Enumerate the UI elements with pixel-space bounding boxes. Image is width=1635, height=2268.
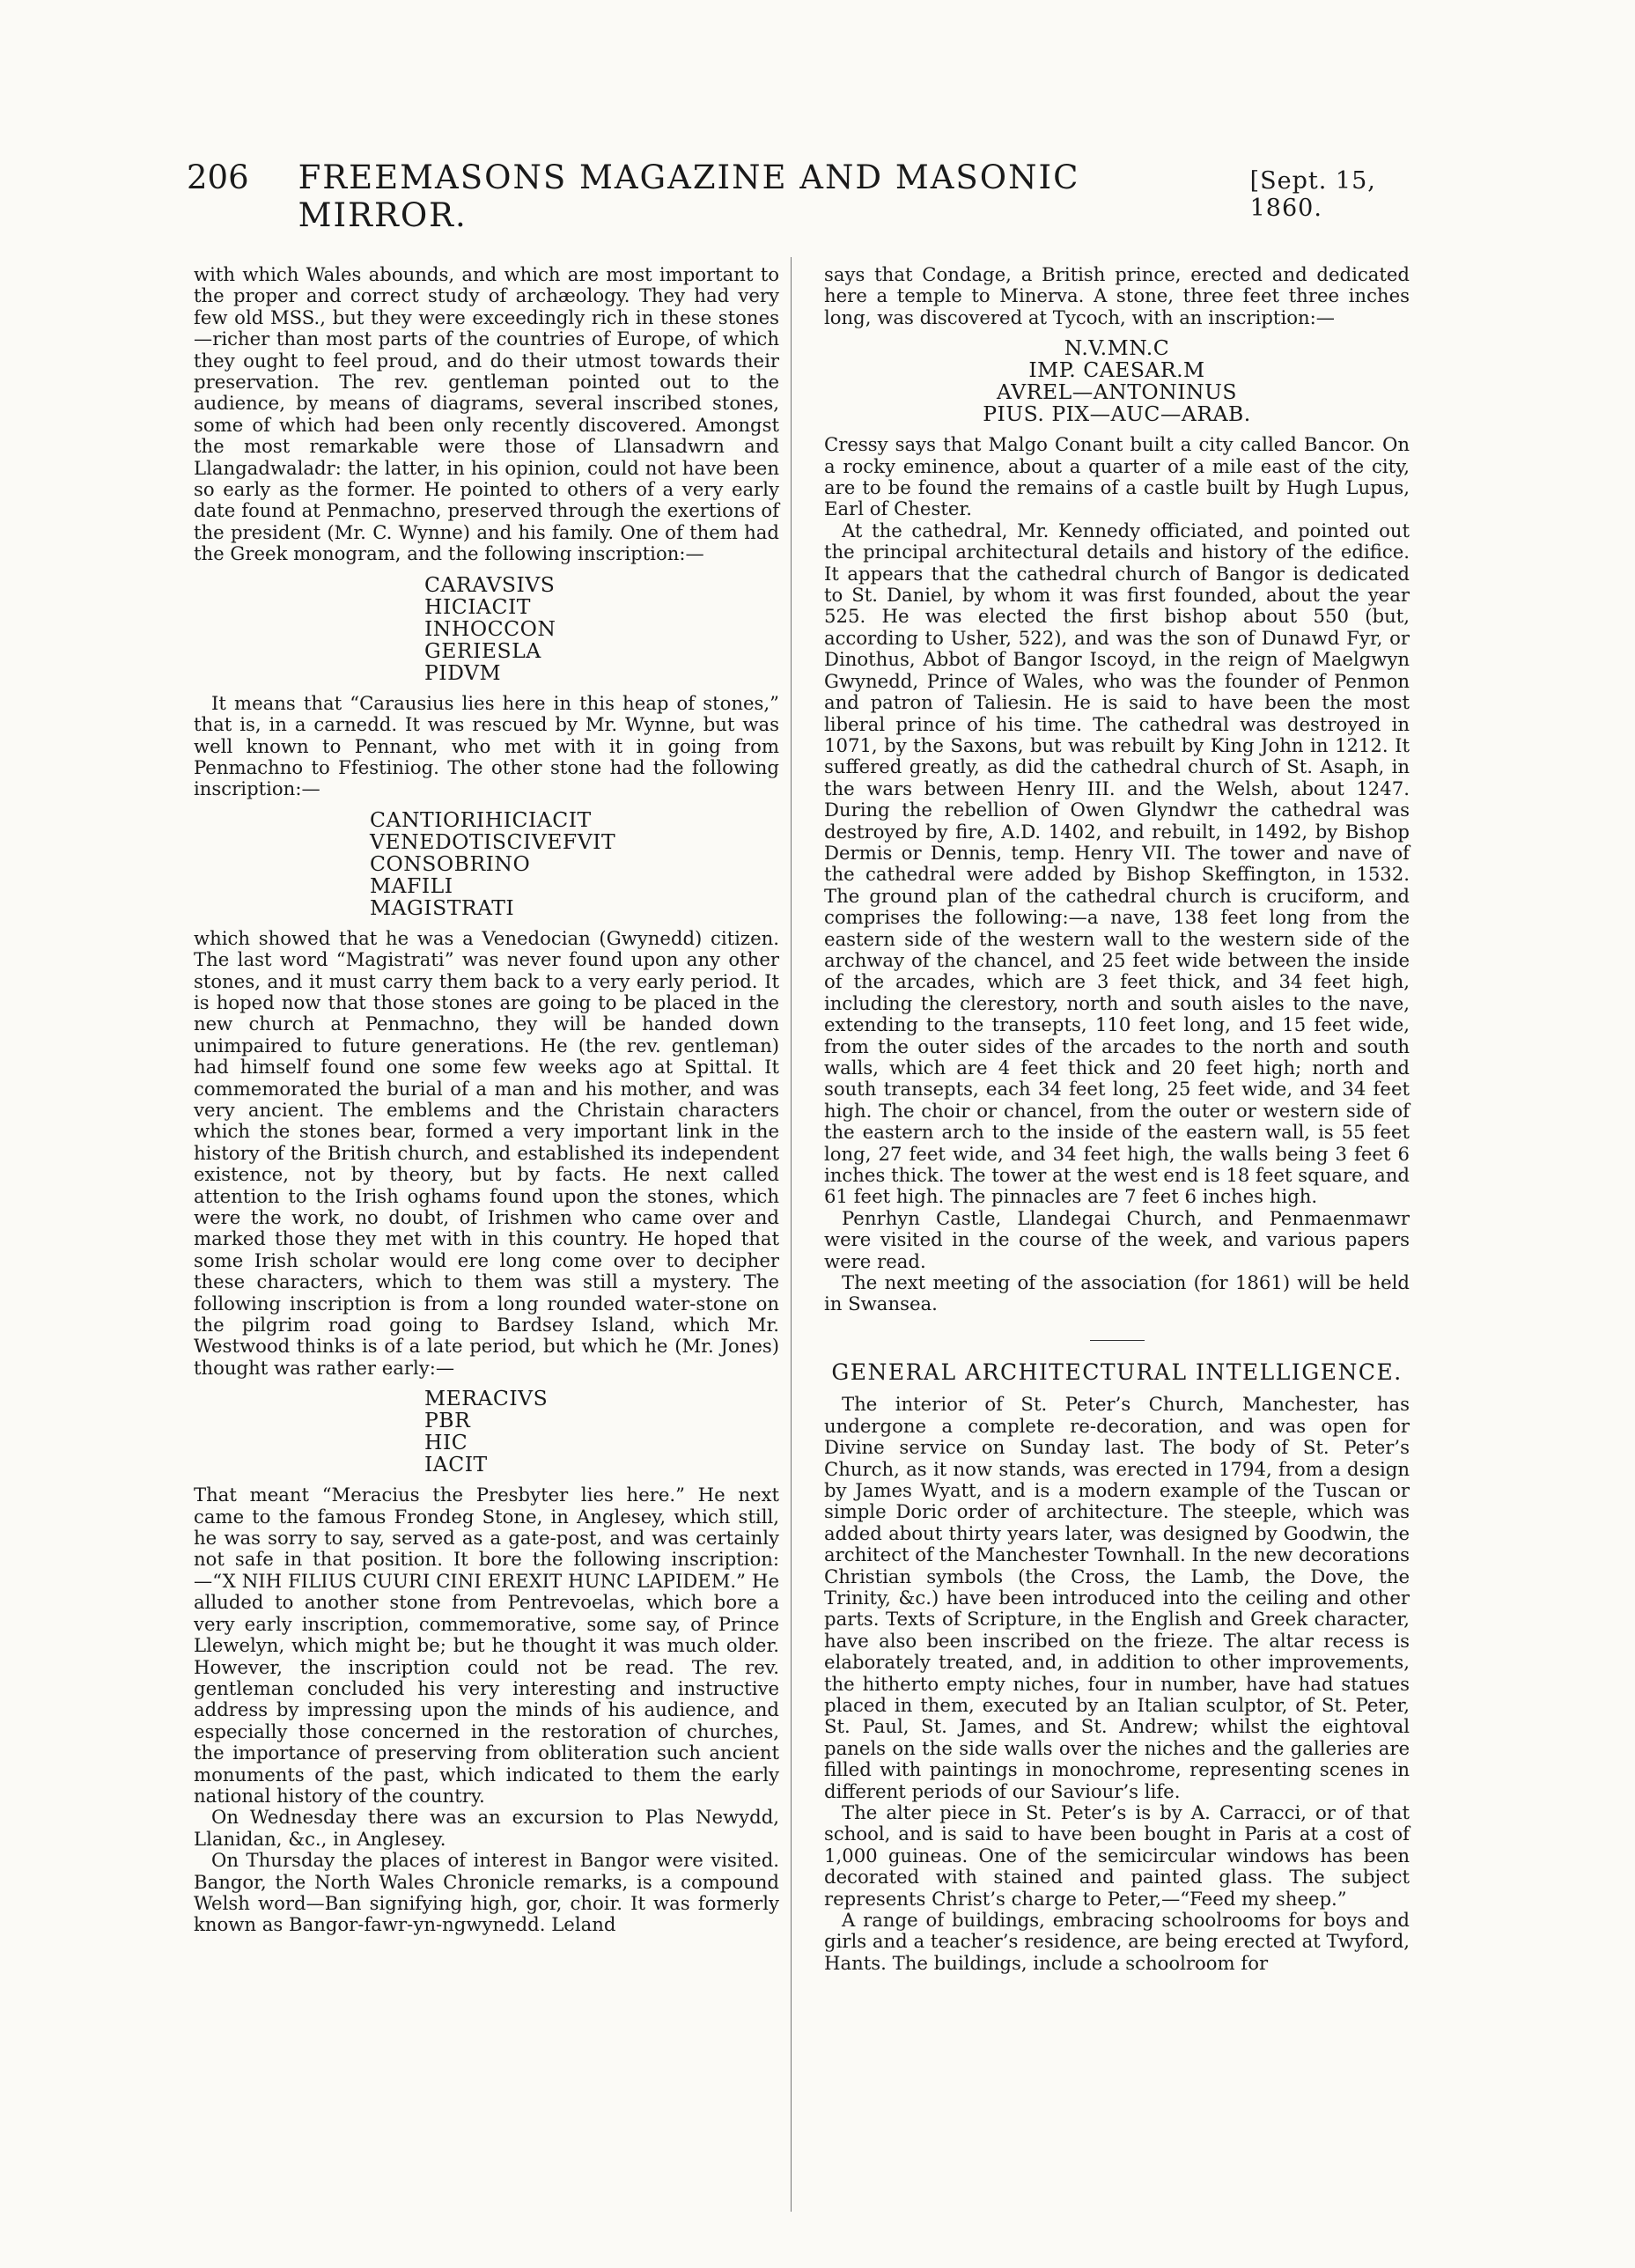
inscription-line: AVREL—ANTONINUS <box>996 379 1237 405</box>
inscription-line: IMP. CAESAR.M <box>1028 357 1205 383</box>
inscription-line: VENEDOTISCIVEFVIT <box>370 828 616 854</box>
paragraph: At the cathedral, Mr. Kennedy officiated, and pointed out the principal architectural details and history of the edifice. It appears that the cathedral church of Bangor is dedicated to St. Daniel, by whom it was first founded, about the year 525. He was elected the first bishop about 550 (but, according to Usher, 522), and was the son of Dunawd Fyr, or Dinothus, Abbot of Bangor Iscoyd, in the reign of Maelgwyn Gwynedd, Prince of Wales, who was the founder of Penmon and patron of Taliesin. He is said to have been the most liberal prince of his time. The cathedral was destroyed in 1071, by the Saxons, but was rebuilt by King John in 1212. It suffered greatly, as did the cathedral church of St. Asaph, in the wars between Henry III. and the Welsh, about 1247. During the rebellion of Owen Glyndwr the cathedral was destroyed by fire, A.D. 1402, and rebuilt, in 1492, by Bishop Dermis or Dennis, temp. Henry VII. The tower and nave of the cathedral were added by Bishop Skeffington, in 1532. The ground plan of the cathedral church is cruciform, and comprises the following:—a nave, 138 feet long from the eastern side of the western wall to the western side of the archway of the chancel, and 25 feet wide between the inside of the arcades, which are 3 feet thick, and 34 feet high, including the clerestory, north and south aisles to the nave, extending to the transepts, 110 feet long, and 15 feet wide, from the outer sides of the arcades to the north and south walls, which are 4 feet thick and 20 feet high; north and south transepts, each 34 feet long, 25 feet wide, and 34 feet high. The choir or chancel, from the outer or western side of the eastern arch to the inside of the eastern wall, is 55 feet long, 27 feet wide, and 34 feet high, the walls being 3 feet 6 inches thick. The tower at the west end is 18 feet square, and 61 feet high. The pinnacles are 7 feet 6 inches high. <box>824 519 1410 1208</box>
inscription-line: HICIACIT <box>424 593 531 619</box>
section-divider <box>1090 1340 1145 1341</box>
inscription-line: IACIT <box>424 1452 488 1477</box>
paragraph: Cressy says that Malgo Conant built a city called Bancor. On a rocky eminence, about a quarter of a mile east of the city, are to be found the remains of a castle built by Hugh Lupus, Earl of Chester. <box>824 433 1410 520</box>
left-column <box>194 264 779 1936</box>
inscription-line: MAGISTRATI <box>370 895 515 920</box>
paragraph: with which Wales abounds, and which are most important to the proper and correct study of archæology. They had very few old MSS., but they were exceedingly rich in these stones—richer than most parts of the countries of Europe, of which they ought to feel proud, and do their utmost towards their preservation. The rev. gentleman pointed out to the audience, by means of diagrams, several inscribed stones, some of which had been only recently discovered. Amongst the most remarkable were those of Llansadwrn and Llangadwaladr: the latter, in his opinion, could not have been so early as the former. He pointed to others of a very early date found at Penmachno, preserved through the exertions of the president (Mr. C. Wynne) and his family. One of them had the Greek monogram, and the following inscription:— <box>194 263 779 565</box>
inscription-line: N.V.MN.C <box>1064 335 1170 361</box>
inscription-line: CANTIORIHICIACIT <box>370 806 592 832</box>
masthead-title: FREEMASONS MAGAZINE AND MASONIC MIRROR. <box>298 158 1080 234</box>
inscription-tycoch <box>824 337 1410 425</box>
section-title: GENERAL ARCHITECTURAL INTELLIGENCE. <box>831 1359 1403 1385</box>
inscription-line: MAFILI <box>370 873 453 898</box>
inscription-line: INHOCCON <box>424 615 556 641</box>
paragraph: Penrhyn Castle, Llandegai Church, and Penmaenmawr were visited in the course of the week, and various papers were read. <box>824 1206 1410 1272</box>
paragraph: That meant “Meracius the Presbyter lies here.” He next came to the famous Frondeg Stone, in Anglesey, which still, he was sorry to say, served as a gate-post, and was certainly not safe in that position. It bore the following inscription:—“X NIH FILIUS CUURI CINI EREXIT HUNC LAPIDEM.” He alluded to another stone from Pentrevoelas, which bore a very early inscription, commemorative, some say, of Prince Llewelyn, which might be; but he thought it was much older. However, the inscription could not be read. The rev. gentleman concluded his very interesting and instructive address by impressing upon the minds of his audience, and especially those concerned in the restoration of churches, the importance of preserving from obliteration such ancient monuments of the past, which indicated to them the early national history of the country. <box>194 1484 779 1807</box>
column-divider <box>791 257 792 2212</box>
inscription-line: PBR <box>424 1408 471 1433</box>
issue-date: [Sept. 15, 1860. <box>1249 167 1376 222</box>
page-header <box>187 158 1455 234</box>
inscription-line: CARAVSIVS <box>424 571 556 597</box>
paragraph: The alter piece in St. Peter’s is by A. Carracci, or of that school, and is said to have been bought in Paris at a cost of 1,000 guineas. One of the semicircular windows has been decorated with stained and painted glass. The subject represents Christ’s charge to Peter,—“Feed my sheep.” <box>824 1801 1410 1910</box>
paragraph: which showed that he was a Venedocian (Gwynedd) citizen. The last word “Magistrati” was never found upon any other stones, and it must carry them back to a very early period. It is hoped now that those stones are going to be placed in the new church at Penmachno, they will be handed down unimpaired to future generations. He (the rev. gentleman) had himself found one some few weeks ago at Spittal. It commemorated the burial of a man and his mother, and was very ancient. The emblems and the Christain characters which the stones bear, formed a very important link in the history of the British church, and established its independent existence, not by theory, but by facts. He next called attention to the Irish oghams found upon the stones, which were the work, no doubt, of Irishmen who came over and marked those they met with in this country. He hoped that some Irish scholar would ere long come over to decipher these characters, which to them was still a mystery. The following inscription is from a long rounded water-stone on the pilgrim road going to Bardsey Island, which Mr. Westwood thinks is of a late period, but which he (Mr. Jones) thought was rather early:— <box>194 926 779 1379</box>
inscription-line: PIUS. PIX—AUC—ARAB. <box>983 401 1251 427</box>
inscription-line: PIDVM <box>424 659 502 685</box>
inscription-meracius <box>424 1388 779 1476</box>
paragraph: It means that “Carausius lies here in this heap of stones,” that is, in a carnedd. It was rescued by Mr. Wynne, but was well known to Pennant, who met with it in going from Penmachno to Ffestiniog. The other stone had the following inscription:— <box>194 691 779 800</box>
inscription-carausius <box>424 571 779 685</box>
page-number: 206 <box>187 158 249 196</box>
inscription-line: CONSOBRINO <box>370 850 531 876</box>
right-column <box>824 264 1410 1974</box>
paragraph: On Thursday the places of interest in Bangor were visited. Bangor, the North Wales Chronicle remarks, is a compound Welsh word—Ban signifying high, gor, choir. It was formerly known as Bangor-fawr-yn-ngwynedd. Leland <box>194 1849 779 1936</box>
paragraph: A range of buildings, embracing schoolrooms for boys and girls and a teacher’s residence, are being erected at Twyford, Hants. The buildings, include a schoolroom for <box>824 1909 1410 1974</box>
inscription-line: GERIESLA <box>424 637 541 663</box>
inscription-line: HIC <box>424 1430 468 1455</box>
inscription-cantiori <box>370 806 779 920</box>
paragraph: On Wednesday there was an excursion to Plas Newydd, Llanidan, &c., in Anglesey. <box>194 1806 779 1850</box>
paragraph: The interior of St. Peter’s Church, Manchester, has undergone a complete re-decoration, and was open for Divine service on Sunday last. The body of St. Peter’s Church, as it now stands, was erected in 1794, from a design by James Wyatt, and is a modern example of the Tuscan or simple Doric order of architecture. The steeple, which was added about thirty years later, was designed by Goodwin, the architect of the Manchester Townhall. In the new decorations Christian symbols (the Cross, the Lamb, the Dove, the Trinity, &c.) have been introduced into the ceiling and other parts. Texts of Scripture, in the English and Greek character, have also been inscribed on the frieze. The altar recess is elaborately treated, and, in addition to other improvements, the hitherto empty niches, four in number, have had statues placed in them, executed by an Italian sculptor, of St. Peter, St. Paul, St. James, and St. Andrew; whilst the eightoval panels on the side walls over the niches and the galleries are filled with paintings in monochrome, representing scenes in different periods of our Saviour’s life. <box>824 1393 1410 1802</box>
inscription-line: MERACIVS <box>424 1386 549 1411</box>
paragraph: The next meeting of the association (for 1861) will be held in Swansea. <box>824 1271 1410 1315</box>
paragraph: says that Condage, a British prince, erected and dedicated here a temple to Minerva. A stone, three feet three inches long, was discovered at Tycoch, with an inscription:— <box>824 263 1410 328</box>
